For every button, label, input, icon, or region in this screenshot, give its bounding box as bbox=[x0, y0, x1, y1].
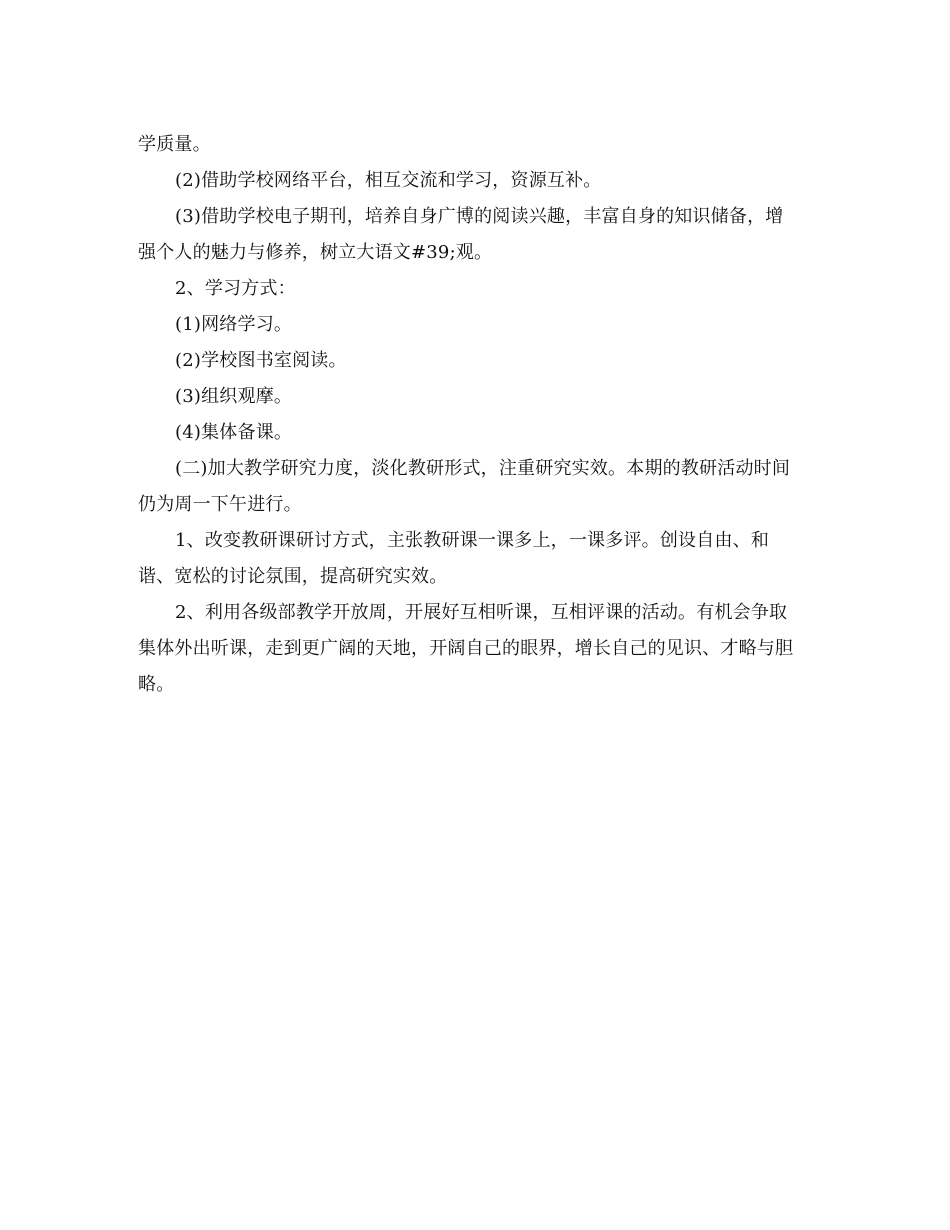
section-heading-learning-methods: 2、学习方式： bbox=[175, 278, 296, 299]
list-item-3-continuation: 强个人的魅力与修养，树立大语文#39;观。 bbox=[138, 242, 493, 263]
research-item-2-continuation-end: 略。 bbox=[138, 674, 175, 695]
document-body bbox=[138, 127, 818, 703]
method-item-3: (3)组织观摩。 bbox=[175, 386, 293, 407]
list-item-2: (2)借助学校网络平台，相互交流和学习，资源互补。 bbox=[175, 170, 602, 191]
research-item-1-continuation: 谐、宽松的讨论氛围，提高研究实效。 bbox=[138, 566, 448, 587]
method-item-1: (1)网络学习。 bbox=[175, 314, 293, 335]
text-line-continuation: 学质量。 bbox=[138, 134, 211, 155]
research-item-2-continuation: 集体外出听课，走到更广阔的天地，开阔自己的眼界，增长自己的见识、才略与胆 bbox=[138, 638, 794, 659]
method-item-2: (2)学校图书室阅读。 bbox=[175, 350, 347, 371]
list-item-3: (3)借助学校电子期刊，培养自身广博的阅读兴趣，丰富自身的知识储备，增 bbox=[175, 206, 784, 227]
research-item-1: 1、改变教研课研讨方式，主张教研课一课多上，一课多评。创设自由、和 bbox=[175, 530, 770, 551]
section-heading-research: (二)加大教学研究力度，淡化教研形式，注重研究实效。本期的教研活动时间 bbox=[175, 458, 791, 479]
method-item-4: (4)集体备课。 bbox=[175, 422, 293, 443]
section-heading-research-continuation: 仍为周一下午进行。 bbox=[138, 494, 302, 515]
research-item-2: 2、利用各级部教学开放周，开展好互相听课，互相评课的活动。有机会争取 bbox=[175, 602, 788, 623]
